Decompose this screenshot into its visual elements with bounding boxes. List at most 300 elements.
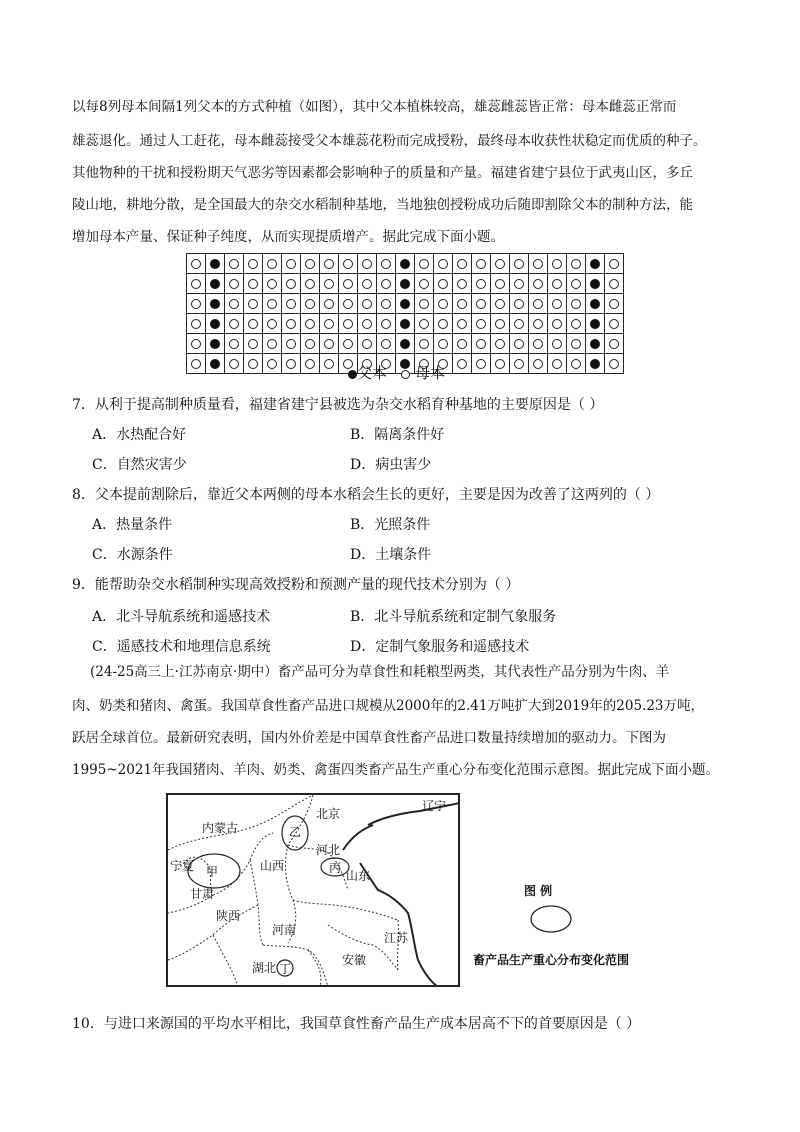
father-plant-icon <box>210 359 220 369</box>
grid-cell <box>225 274 244 294</box>
grid-cell <box>206 354 225 374</box>
mother-plant-icon <box>419 319 429 329</box>
grid-cell <box>396 274 415 294</box>
legend-father: 父本 <box>357 364 388 382</box>
label-neimenggu: 内蒙古 <box>202 821 239 835</box>
mother-plant-icon <box>552 259 562 269</box>
father-plant-icon <box>400 279 410 289</box>
grid-cell <box>244 354 263 374</box>
mother-plant-icon <box>495 259 505 269</box>
father-dot-icon <box>348 370 357 379</box>
mother-plant-icon <box>457 359 467 369</box>
mother-plant-icon <box>419 279 429 289</box>
marker-yi: 乙 <box>289 825 302 839</box>
mother-plant-icon <box>267 359 277 369</box>
passage2-line-3: 跃居全球首位。最新研究表明，国内外价差是中国草食性畜产品进口数量持续增加的驱动力。下图为 <box>72 730 666 746</box>
mother-plant-icon <box>457 319 467 329</box>
mother-plant-icon <box>362 339 372 349</box>
grid-cell <box>225 334 244 354</box>
mother-plant-icon <box>533 339 543 349</box>
mother-plant-icon <box>191 279 201 289</box>
grid-cell <box>529 254 548 274</box>
mother-plant-icon <box>571 259 581 269</box>
mother-plant-icon <box>324 359 334 369</box>
grid-cell <box>320 314 339 334</box>
grid-cell <box>339 314 358 334</box>
grid-cell <box>472 354 491 374</box>
grid-cell <box>415 334 434 354</box>
grid-cell <box>510 314 529 334</box>
grid-cell <box>434 274 453 294</box>
q7-option-b: B．隔离条件好 <box>350 427 445 443</box>
grid-cell <box>206 314 225 334</box>
grid-cell <box>548 354 567 374</box>
grid-cell <box>415 294 434 314</box>
passage1-line-1: 以每8列母本间隔1列父本的方式种植（如图），其中父本植株较高，雄蕊雌蕊皆正常：母本雌蕊正常而 <box>72 99 677 115</box>
mother-plant-icon <box>248 299 258 309</box>
father-plant-icon <box>400 259 410 269</box>
grid-cell <box>472 334 491 354</box>
grid-cell <box>586 354 605 374</box>
grid-cell <box>187 314 206 334</box>
q8-option-a: A．热量条件 <box>92 517 173 533</box>
grid-cell <box>453 274 472 294</box>
grid-cell <box>320 274 339 294</box>
label-shaanxi: 陕西 <box>216 909 241 923</box>
mother-plant-icon <box>514 339 524 349</box>
mother-plant-icon <box>286 259 296 269</box>
grid-cell <box>586 274 605 294</box>
grid-cell <box>396 314 415 334</box>
grid-cell <box>491 294 510 314</box>
mother-plant-icon <box>571 359 581 369</box>
mother-plant-icon <box>552 339 562 349</box>
mother-plant-icon <box>476 339 486 349</box>
grid-cell <box>491 314 510 334</box>
grid-cell <box>301 314 320 334</box>
father-plant-icon <box>210 279 220 289</box>
q9-option-a: A．北斗导航系统和遥感技术 <box>92 609 271 625</box>
mother-plant-icon <box>457 259 467 269</box>
mother-plant-icon <box>229 339 239 349</box>
grid-cell <box>206 254 225 274</box>
grid-cell <box>263 314 282 334</box>
mother-circle-icon <box>401 370 410 379</box>
grid-cell <box>491 354 510 374</box>
mother-plant-icon <box>343 299 353 309</box>
grid-cell <box>605 294 624 314</box>
grid-cell <box>301 334 320 354</box>
grid-cell <box>567 334 586 354</box>
grid-cell <box>491 254 510 274</box>
mother-plant-icon <box>514 279 524 289</box>
grid-cell <box>548 294 567 314</box>
grid-cell <box>263 334 282 354</box>
label-shandong: 山东 <box>346 869 371 883</box>
grid-cell <box>548 274 567 294</box>
mother-plant-icon <box>248 359 258 369</box>
passage1-line-4: 陵山地，耕地分散，是全国最大的杂交水稻制种基地，当地独创授粉成功后随即割除父本的制种方法，能 <box>72 197 693 213</box>
grid-cell <box>358 294 377 314</box>
mother-plant-icon <box>191 259 201 269</box>
mother-plant-icon <box>324 319 334 329</box>
grid-cell <box>605 334 624 354</box>
mother-plant-icon <box>552 319 562 329</box>
passage1-line-5: 增加母本产量、保证种子纯度，从而实现提质增产。据此完成下面小题。 <box>72 229 504 245</box>
mother-plant-icon <box>362 319 372 329</box>
mother-plant-icon <box>324 279 334 289</box>
mother-plant-icon <box>286 299 296 309</box>
mother-plant-icon <box>362 279 372 289</box>
q7-option-a: A．水热配合好 <box>92 427 187 443</box>
grid-cell <box>396 334 415 354</box>
grid-cell <box>415 254 434 274</box>
mother-plant-icon <box>609 259 619 269</box>
grid-cell <box>225 294 244 314</box>
mother-plant-icon <box>343 279 353 289</box>
mother-plant-icon <box>191 339 201 349</box>
legend-ellipse-icon <box>528 904 574 934</box>
mother-plant-icon <box>495 299 505 309</box>
grid-cell <box>358 274 377 294</box>
grid-cell <box>567 294 586 314</box>
grid-cell <box>510 274 529 294</box>
label-anhui: 安徽 <box>342 953 367 967</box>
mother-plant-icon <box>533 359 543 369</box>
grid-cell <box>567 354 586 374</box>
mother-plant-icon <box>438 279 448 289</box>
mother-plant-icon <box>514 299 524 309</box>
livestock-center-map <box>166 793 460 987</box>
mother-plant-icon <box>381 299 391 309</box>
father-plant-icon <box>590 319 600 329</box>
mother-plant-icon <box>571 319 581 329</box>
grid-cell <box>453 254 472 274</box>
grid-cell <box>244 314 263 334</box>
mother-plant-icon <box>533 279 543 289</box>
grid-cell <box>548 314 567 334</box>
grid-cell <box>605 354 624 374</box>
mother-plant-icon <box>324 339 334 349</box>
mother-plant-icon <box>381 339 391 349</box>
mother-plant-icon <box>305 259 315 269</box>
q7-option-d: D．病虫害少 <box>350 457 432 473</box>
mother-plant-icon <box>495 339 505 349</box>
q9-option-d: D．定制气象服务和遥感技术 <box>350 639 530 655</box>
grid-cell <box>244 294 263 314</box>
grid-cell <box>377 314 396 334</box>
grid-cell <box>282 334 301 354</box>
grid-cell <box>491 334 510 354</box>
grid-cell <box>339 254 358 274</box>
grid-cell <box>187 354 206 374</box>
grid-cell <box>377 274 396 294</box>
mother-plant-icon <box>362 259 372 269</box>
mother-plant-icon <box>248 259 258 269</box>
grid-cell <box>282 294 301 314</box>
mother-plant-icon <box>305 299 315 309</box>
grid-cell <box>453 314 472 334</box>
mother-plant-icon <box>362 299 372 309</box>
grid-cell <box>586 254 605 274</box>
mother-plant-icon <box>552 279 562 289</box>
passage1-line-3: 其他物种的干扰和授粉期天气恶劣等因素都会影响种子的质量和产量。福建省建宁县位于武夷山区，多丘 <box>72 165 693 181</box>
mother-plant-icon <box>609 339 619 349</box>
mother-plant-icon <box>381 279 391 289</box>
mother-plant-icon <box>324 299 334 309</box>
mother-plant-icon <box>324 259 334 269</box>
label-ningxia: 宁夏 <box>170 859 195 873</box>
grid-cell <box>396 254 415 274</box>
grid-cell <box>377 294 396 314</box>
mother-plant-icon <box>267 299 277 309</box>
father-plant-icon <box>400 299 410 309</box>
grid-cell <box>605 314 624 334</box>
mother-plant-icon <box>514 259 524 269</box>
grid-cell <box>472 314 491 334</box>
mother-plant-icon <box>419 339 429 349</box>
mother-plant-icon <box>495 359 505 369</box>
mother-plant-icon <box>191 359 201 369</box>
grid-cell <box>453 354 472 374</box>
grid-cell <box>434 334 453 354</box>
mother-plant-icon <box>476 299 486 309</box>
passage1-line-2: 雄蕊退化。通过人工赶花，母本雌蕊接受父本雄蕊花粉而完成授粉，最终母本收获性状稳定而优质的种子。 <box>72 133 707 149</box>
map-legend-title: 图 例 <box>524 884 553 898</box>
grid-cell <box>548 254 567 274</box>
grid-cell <box>244 274 263 294</box>
label-jiangsu: 江苏 <box>384 931 409 945</box>
grid-cell <box>377 334 396 354</box>
mother-plant-icon <box>438 299 448 309</box>
grid-cell <box>510 334 529 354</box>
grid-cell <box>529 334 548 354</box>
mother-plant-icon <box>457 299 467 309</box>
grid-cell <box>263 354 282 374</box>
mother-plant-icon <box>286 339 296 349</box>
grid-cell <box>301 254 320 274</box>
grid-cell <box>453 334 472 354</box>
grid-cell <box>529 354 548 374</box>
grid-cell <box>206 334 225 354</box>
grid-cell <box>320 334 339 354</box>
grid-cell <box>244 254 263 274</box>
mother-plant-icon <box>286 319 296 329</box>
mother-plant-icon <box>191 319 201 329</box>
grid-cell <box>339 274 358 294</box>
q8-option-c: C．水源条件 <box>92 547 173 563</box>
mother-plant-icon <box>533 319 543 329</box>
q8-stem: 8．父本提前割除后，靠近父本两侧的母本水稻会生长的更好，主要是因为改善了这两列的（ ） <box>72 487 660 503</box>
map-legend-caption: 畜产品生产重心分布变化范围 <box>473 953 630 967</box>
grid-cell <box>282 314 301 334</box>
mother-plant-icon <box>286 359 296 369</box>
grid-cell <box>567 274 586 294</box>
mother-plant-icon <box>514 319 524 329</box>
grid-cell <box>510 294 529 314</box>
grid-cell <box>320 354 339 374</box>
q8-option-b: B．光照条件 <box>350 517 431 533</box>
q10-stem: 10．与进口来源国的平均水平相比，我国草食性畜产品生产成本居高不下的首要原因是（ ） <box>72 1016 641 1032</box>
marker-ding: 丁 <box>279 962 292 976</box>
passage2-line-2: 肉、奶类和猪肉、禽蛋。我国草食性畜产品进口规模从2000年的2.41万吨扩大到2019年的205.23万吨， <box>72 698 705 714</box>
grid-cell <box>548 334 567 354</box>
mother-plant-icon <box>305 279 315 289</box>
grid-cell <box>187 334 206 354</box>
mother-plant-icon <box>571 299 581 309</box>
grid-cell <box>434 314 453 334</box>
grid-cell <box>206 294 225 314</box>
mother-plant-icon <box>457 339 467 349</box>
grid-cell <box>472 294 491 314</box>
marker-jia: 甲 <box>206 865 219 879</box>
planting-grid <box>186 253 624 374</box>
grid-cell <box>263 294 282 314</box>
mother-plant-icon <box>552 299 562 309</box>
grid-cell <box>282 274 301 294</box>
father-plant-icon <box>590 359 600 369</box>
grid-cell <box>358 334 377 354</box>
grid-cell <box>491 274 510 294</box>
grid-cell <box>263 274 282 294</box>
father-plant-icon <box>590 339 600 349</box>
grid-cell <box>567 314 586 334</box>
mother-plant-icon <box>552 359 562 369</box>
mother-plant-icon <box>438 339 448 349</box>
father-plant-icon <box>590 279 600 289</box>
mother-plant-icon <box>305 339 315 349</box>
mother-plant-icon <box>229 319 239 329</box>
grid-cell <box>605 254 624 274</box>
mother-plant-icon <box>229 279 239 289</box>
grid-cell <box>244 334 263 354</box>
father-plant-icon <box>400 339 410 349</box>
marker-bing: 丙 <box>329 861 342 875</box>
mother-plant-icon <box>191 299 201 309</box>
grid-cell <box>434 294 453 314</box>
grid-cell <box>529 274 548 294</box>
mother-plant-icon <box>267 259 277 269</box>
grid-cell <box>358 254 377 274</box>
grid-cell <box>301 354 320 374</box>
label-shanxi: 山西 <box>260 859 285 873</box>
mother-plant-icon <box>438 259 448 269</box>
passage2-line-4: 1995~2021年我国猪肉、羊肉、奶类、禽蛋四类畜产品生产重心分布变化范围示意图。据此完成下面小题。 <box>72 762 720 778</box>
mother-plant-icon <box>248 319 258 329</box>
grid-cell <box>529 314 548 334</box>
father-plant-icon <box>210 319 220 329</box>
grid-cell <box>453 294 472 314</box>
mother-plant-icon <box>419 259 429 269</box>
mother-plant-icon <box>343 259 353 269</box>
grid-cell <box>339 294 358 314</box>
mother-plant-icon <box>248 339 258 349</box>
mother-plant-icon <box>267 279 277 289</box>
grid-cell <box>586 294 605 314</box>
mother-plant-icon <box>571 279 581 289</box>
q7-stem: 7．从利于提高制种质量看，福建省建宁县被选为杂交水稻育种基地的主要原因是（ ） <box>72 397 604 413</box>
father-plant-icon <box>590 259 600 269</box>
grid-cell <box>301 294 320 314</box>
grid-cell <box>225 254 244 274</box>
mother-plant-icon <box>571 339 581 349</box>
label-beijing: 北京 <box>316 807 341 821</box>
grid-cell <box>472 254 491 274</box>
mother-plant-icon <box>229 259 239 269</box>
label-gansu: 甘肃 <box>190 887 215 901</box>
grid-cell <box>320 254 339 274</box>
mother-plant-icon <box>438 319 448 329</box>
mother-plant-icon <box>457 279 467 289</box>
mother-plant-icon <box>495 319 505 329</box>
mother-plant-icon <box>609 299 619 309</box>
grid-cell <box>206 274 225 294</box>
mother-plant-icon <box>514 359 524 369</box>
grid-cell <box>472 274 491 294</box>
mother-plant-icon <box>476 359 486 369</box>
mother-plant-icon <box>248 279 258 289</box>
mother-plant-icon <box>476 319 486 329</box>
q9-option-c: C．遥感技术和地理信息系统 <box>92 639 271 655</box>
mother-plant-icon <box>495 279 505 289</box>
grid-cell <box>377 254 396 274</box>
grid-cell <box>396 294 415 314</box>
mother-plant-icon <box>419 299 429 309</box>
father-plant-icon <box>590 299 600 309</box>
mother-plant-icon <box>305 359 315 369</box>
grid-cell <box>415 314 434 334</box>
grid-cell <box>263 254 282 274</box>
grid-legend <box>348 362 445 383</box>
father-plant-icon <box>210 339 220 349</box>
grid-cell <box>510 354 529 374</box>
grid-cell <box>225 314 244 334</box>
legend-mother: 母本 <box>415 364 446 382</box>
grid-cell <box>605 274 624 294</box>
mother-plant-icon <box>286 279 296 289</box>
grid-cell <box>320 294 339 314</box>
grid-cell <box>282 254 301 274</box>
father-plant-icon <box>400 319 410 329</box>
grid-cell <box>282 354 301 374</box>
grid-cell <box>586 334 605 354</box>
q9-stem: 9．能帮助杂交水稻制种实现高效授粉和预测产量的现代技术分别为（ ） <box>72 577 520 593</box>
father-plant-icon <box>210 259 220 269</box>
grid-cell <box>510 254 529 274</box>
grid-cell <box>339 334 358 354</box>
grid-cell <box>434 254 453 274</box>
grid-cell <box>358 314 377 334</box>
label-hebei: 河北 <box>316 843 341 857</box>
label-hubei: 湖北 <box>252 961 277 975</box>
mother-plant-icon <box>229 299 239 309</box>
mother-plant-icon <box>267 319 277 329</box>
grid-cell <box>225 354 244 374</box>
grid-cell <box>187 274 206 294</box>
mother-plant-icon <box>533 299 543 309</box>
q7-option-c: C．自然灾害少 <box>92 457 187 473</box>
grid-cell <box>529 294 548 314</box>
mother-plant-icon <box>267 339 277 349</box>
mother-plant-icon <box>476 259 486 269</box>
mother-plant-icon <box>229 359 239 369</box>
mother-plant-icon <box>609 279 619 289</box>
mother-plant-icon <box>609 359 619 369</box>
grid-cell <box>567 254 586 274</box>
label-henan: 河南 <box>272 923 297 937</box>
mother-plant-icon <box>533 259 543 269</box>
grid-cell <box>415 274 434 294</box>
